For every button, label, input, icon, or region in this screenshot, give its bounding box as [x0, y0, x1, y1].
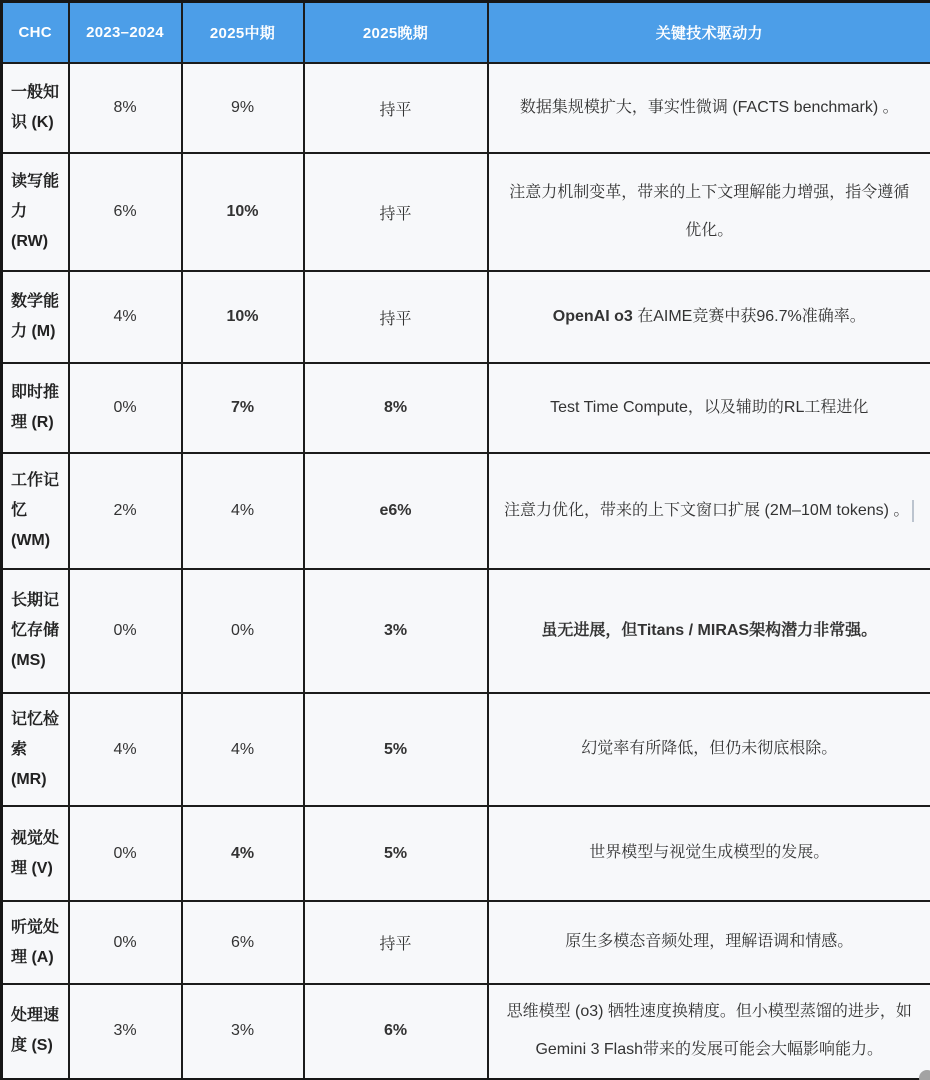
- table-row: [2, 901, 930, 984]
- row-name-cell[interactable]: 听觉处理 (A): [2, 901, 69, 984]
- value-cell[interactable]: 4%: [182, 693, 304, 806]
- table-row: [2, 153, 930, 271]
- table-row: [2, 363, 930, 453]
- driver-cell-highlighted[interactable]: 虽无进展，但Titans / MIRAS架构潜力非常强。: [488, 569, 930, 693]
- row-name-cell[interactable]: 视觉处理 (V): [2, 806, 69, 901]
- value-cell[interactable]: 持平: [304, 63, 488, 153]
- header-2025-mid[interactable]: 2025中期: [182, 2, 304, 64]
- table-row: [2, 806, 930, 901]
- value-cell[interactable]: 0%: [69, 806, 182, 901]
- table-row: [2, 271, 930, 363]
- table-row: [2, 453, 930, 569]
- resize-handle-dot[interactable]: [919, 1070, 930, 1080]
- header-chc[interactable]: CHC: [2, 2, 69, 64]
- row-name-cell[interactable]: 长期记忆存储 (MS): [2, 569, 69, 693]
- value-cell[interactable]: 4%: [69, 693, 182, 806]
- row-name-cell[interactable]: 即时推理 (R): [2, 363, 69, 453]
- header-2023-2024[interactable]: 2023–2024: [69, 2, 182, 64]
- value-cell-highlighted[interactable]: 6%: [304, 984, 488, 1079]
- value-cell[interactable]: 0%: [69, 569, 182, 693]
- driver-cell[interactable]: 幻觉率有所降低，但仍未彻底根除。: [488, 693, 930, 806]
- value-cell[interactable]: 0%: [69, 901, 182, 984]
- row-name-cell[interactable]: 处理速度 (S): [2, 984, 69, 1079]
- row-name-cell[interactable]: 读写能力 (RW): [2, 153, 69, 271]
- value-cell[interactable]: 持平: [304, 153, 488, 271]
- driver-cell[interactable]: 数据集规模扩大，事实性微调 (FACTS benchmark) 。: [488, 63, 930, 153]
- value-cell[interactable]: 3%: [182, 984, 304, 1079]
- value-cell-highlighted[interactable]: 5%: [304, 806, 488, 901]
- value-cell[interactable]: 6%: [182, 901, 304, 984]
- value-cell[interactable]: 9%: [182, 63, 304, 153]
- table-row: [2, 569, 930, 693]
- value-cell[interactable]: 3%: [69, 984, 182, 1079]
- value-cell[interactable]: 0%: [69, 363, 182, 453]
- value-cell-highlighted[interactable]: 8%: [304, 363, 488, 453]
- header-row: [2, 2, 930, 64]
- header-key-drivers[interactable]: 关键技术驱动力: [488, 2, 930, 64]
- value-cell[interactable]: 4%: [69, 271, 182, 363]
- value-cell-highlighted[interactable]: 10%: [182, 153, 304, 271]
- value-cell[interactable]: 0%: [182, 569, 304, 693]
- driver-text: 注意力优化，带来的上下文窗口扩展 (2M–10M tokens) 。: [504, 501, 910, 519]
- value-cell-highlighted[interactable]: 7%: [182, 363, 304, 453]
- value-cell[interactable]: 持平: [304, 901, 488, 984]
- table-row: [2, 63, 930, 153]
- row-name-cell[interactable]: 一般知识 (K): [2, 63, 69, 153]
- value-cell[interactable]: 8%: [69, 63, 182, 153]
- driver-cell[interactable]: 注意力机制变革，带来的上下文理解能力增强，指令遵循优化。: [488, 153, 930, 271]
- driver-bold-text: OpenAI o3: [552, 307, 633, 325]
- value-cell[interactable]: 2%: [69, 453, 182, 569]
- driver-cell[interactable]: [488, 271, 930, 363]
- driver-cell[interactable]: 思维模型 (o3) 牺牲速度换精度。但小模型蒸馏的进步，如 Gemini 3 Flash带来的发展可能会大幅影响能力。: [488, 984, 930, 1079]
- table-row: [2, 693, 930, 806]
- row-name-cell[interactable]: 记忆检索 (MR): [2, 693, 69, 806]
- header-2025-late[interactable]: 2025晚期: [304, 2, 488, 64]
- value-cell-highlighted[interactable]: 3%: [304, 569, 488, 693]
- value-cell[interactable]: 6%: [69, 153, 182, 271]
- driver-cell[interactable]: [488, 453, 930, 569]
- driver-text: 在AIME竞赛中获96.7%准确率。: [632, 307, 866, 325]
- row-name-cell[interactable]: 工作记忆 (WM): [2, 453, 69, 569]
- value-cell[interactable]: 持平: [304, 271, 488, 363]
- table-row: [2, 984, 930, 1079]
- value-cell-highlighted[interactable]: 5%: [304, 693, 488, 806]
- value-cell[interactable]: 4%: [182, 453, 304, 569]
- driver-cell[interactable]: 原生多模态音频处理，理解语调和情感。: [488, 901, 930, 984]
- driver-cell[interactable]: 世界模型与视觉生成模型的发展。: [488, 806, 930, 901]
- value-cell-highlighted[interactable]: e6%: [304, 453, 488, 569]
- value-cell-highlighted[interactable]: 10%: [182, 271, 304, 363]
- row-name-cell[interactable]: 数学能力 (M): [2, 271, 69, 363]
- text-cursor: [912, 500, 914, 522]
- value-cell-highlighted[interactable]: 4%: [182, 806, 304, 901]
- driver-cell[interactable]: Test Time Compute，以及辅助的RL工程进化: [488, 363, 930, 453]
